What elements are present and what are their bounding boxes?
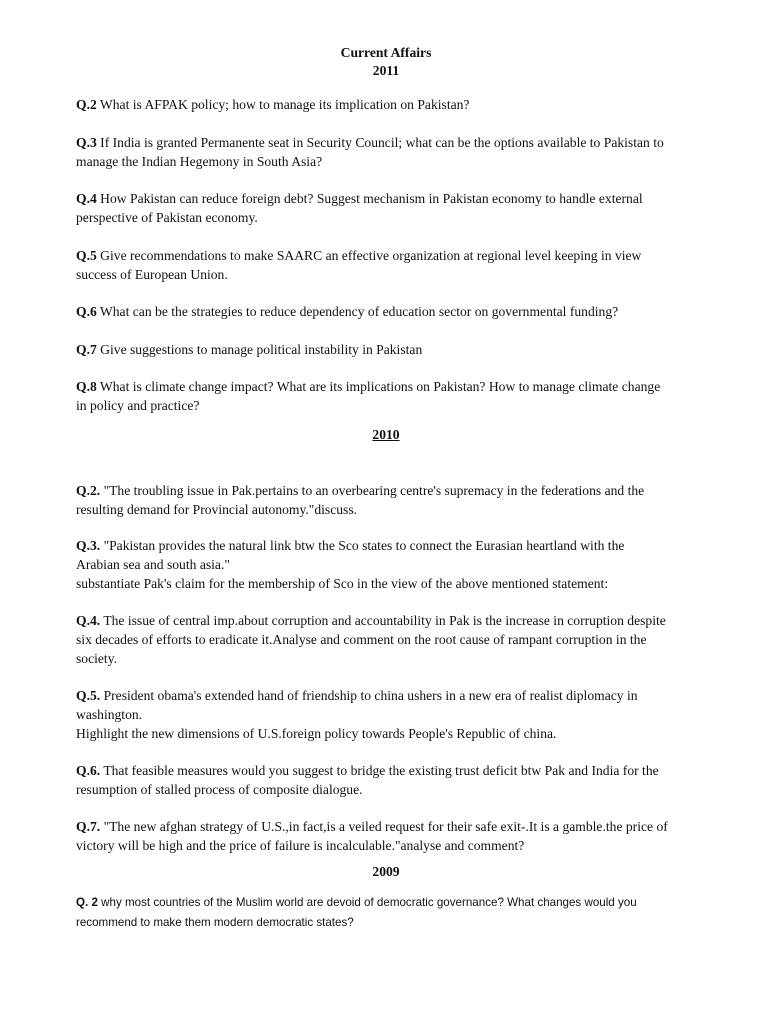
question-item xyxy=(76,246,696,284)
question-number: Q.3 xyxy=(76,135,97,150)
question-line xyxy=(76,377,696,396)
question-text: If India is granted Permanente seat in Security Council; what can be the options available to Pakistan to xyxy=(96,135,664,150)
question-line xyxy=(76,630,696,649)
question-line xyxy=(76,913,696,933)
question-item xyxy=(76,536,696,593)
question-text: "Pakistan provides the natural link btw the Sco states to connect the Eurasian heartland with the xyxy=(100,538,625,553)
question-number: Q.2 xyxy=(76,97,97,112)
question-text: Arabian sea and south asia." xyxy=(76,557,230,572)
question-line xyxy=(76,133,696,152)
year-heading-2011: 2011 xyxy=(372,63,400,78)
question-text: resulting demand for Provincial autonomy."discuss. xyxy=(76,502,358,517)
question-text: What is AFPAK policy; how to manage its implication on Pakistan? xyxy=(96,97,470,112)
question-text: why most countries of the Muslim world are devoid of democratic governance? What changes would you xyxy=(97,896,637,909)
question-text: How Pakistan can reduce foreign debt? Suggest mechanism in Pakistan economy to handle external xyxy=(96,191,643,206)
question-number: Q.8 xyxy=(76,379,97,394)
question-line xyxy=(76,649,696,668)
question-line xyxy=(76,208,696,227)
question-item xyxy=(76,481,696,519)
question-text: manage the Indian Hegemony in South Asia? xyxy=(76,154,323,169)
question-text: President obama's extended hand of friendship to china ushers in a new era of realist diplomacy in xyxy=(100,688,638,703)
document-title: Current Affairs xyxy=(340,45,432,60)
question-number: Q.5 xyxy=(76,248,97,263)
question-item xyxy=(76,340,696,359)
question-item xyxy=(76,95,696,114)
question-number: Q.2. xyxy=(76,483,101,498)
question-number: Q.3. xyxy=(76,538,101,553)
question-text: "The troubling issue in Pak.pertains to an overbearing centre's supremacy in the federations and the xyxy=(100,483,645,498)
question-text: perspective of Pakistan economy. xyxy=(76,210,258,225)
question-line xyxy=(76,686,696,705)
question-line xyxy=(76,780,696,799)
question-text: The issue of central imp.about corruption and accountability in Pak is the increase in corruption despite xyxy=(100,613,666,628)
question-line xyxy=(76,761,696,780)
question-line xyxy=(76,555,696,574)
question-line xyxy=(76,340,696,359)
question-line xyxy=(76,302,696,321)
question-number: Q. 2 xyxy=(76,896,98,909)
question-text: success of European Union. xyxy=(76,267,228,282)
question-text: washington. xyxy=(76,707,143,722)
question-number: Q.7. xyxy=(76,819,101,834)
question-item xyxy=(76,189,696,227)
question-line xyxy=(76,836,696,855)
question-text: resumption of stalled process of composite dialogue. xyxy=(76,782,363,797)
question-item xyxy=(76,761,696,799)
question-line xyxy=(76,817,696,836)
question-line xyxy=(76,265,696,284)
question-text: in policy and practice? xyxy=(76,398,200,413)
question-item xyxy=(76,686,696,743)
question-line xyxy=(76,95,696,114)
question-number: Q.6. xyxy=(76,763,101,778)
question-text: Give recommendations to make SAARC an effective organization at regional level keeping in view xyxy=(96,248,642,263)
question-text: society. xyxy=(76,651,118,666)
question-text: What can be the strategies to reduce dependency of education sector on governmental funding? xyxy=(96,304,619,319)
question-line xyxy=(76,724,696,743)
question-text: victory will be high and the price of failure is incalculable."analyse and comment? xyxy=(76,838,525,853)
question-item xyxy=(76,377,696,415)
question-number: Q.6 xyxy=(76,304,97,319)
question-item xyxy=(76,302,696,321)
question-line xyxy=(76,574,696,593)
year-heading-2009: 2009 xyxy=(372,864,400,879)
question-number: Q.5. xyxy=(76,688,101,703)
question-item xyxy=(76,133,696,171)
question-number: Q.7 xyxy=(76,342,97,357)
question-line xyxy=(76,536,696,555)
question-text: Highlight the new dimensions of U.S.foreign policy towards People's Republic of china. xyxy=(76,726,557,741)
question-text: six decades of efforts to eradicate it.Analyse and comment on the root cause of rampant corruption in the xyxy=(76,632,647,647)
question-line xyxy=(76,893,696,913)
question-text: recommend to make them modern democratic states? xyxy=(76,916,354,929)
question-line xyxy=(76,246,696,265)
question-number: Q.4 xyxy=(76,191,97,206)
question-line xyxy=(76,481,696,500)
question-text: "The new afghan strategy of U.S.,in fact,is a veiled request for their safe exit-.It is a gamble.the price of xyxy=(100,819,668,834)
question-item xyxy=(76,611,696,668)
question-line xyxy=(76,611,696,630)
question-number: Q.4. xyxy=(76,613,101,628)
question-line xyxy=(76,396,696,415)
question-line xyxy=(76,500,696,519)
question-line xyxy=(76,705,696,724)
question-text: substantiate Pak's claim for the membership of Sco in the view of the above mentioned statement: xyxy=(76,576,609,591)
year-heading-2010: 2010 xyxy=(372,427,400,442)
question-item xyxy=(76,817,696,855)
question-text: Give suggestions to manage political instability in Pakistan xyxy=(96,342,423,357)
question-item xyxy=(76,893,696,933)
question-line xyxy=(76,189,696,208)
question-text: That feasible measures would you suggest to bridge the existing trust deficit btw Pak and India for the xyxy=(100,763,659,778)
question-text: What is climate change impact? What are its implications on Pakistan? How to manage climate change xyxy=(96,379,661,394)
question-line xyxy=(76,152,696,171)
